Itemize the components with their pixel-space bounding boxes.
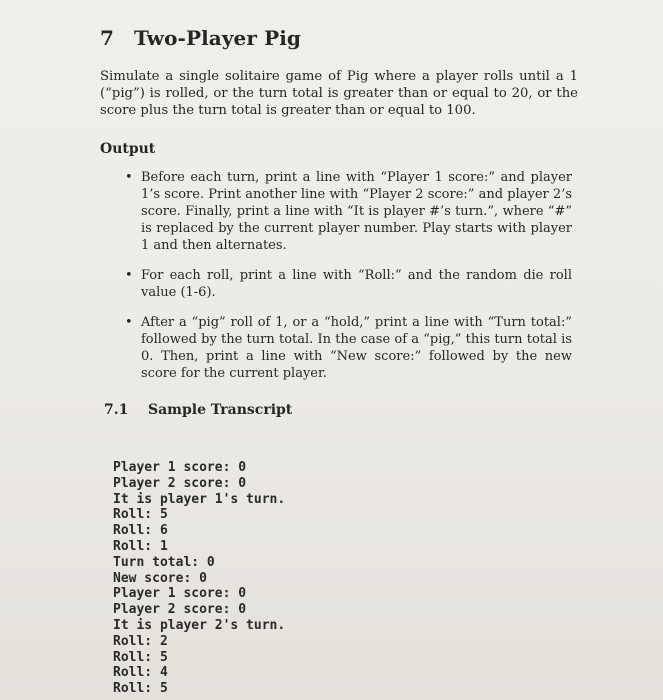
transcript-line: It is player 1's turn. [113,491,286,507]
output-heading: Output [100,141,156,157]
subsection-heading [104,402,292,418]
transcript-line: Roll: 6 [113,523,168,539]
bullet-text: After a “pig” roll of 1, or a “hold,” print a line with “Turn total:” followed by the turn total. In the case of a “pig,” this turn total is 0. Then, print a line with “New score:” followed by the new score for the current player. [141,315,572,381]
section-heading [100,26,301,50]
transcript-line: Player 2 score: 0 [113,602,247,618]
transcript-line: Player 1 score: 0 [113,586,247,602]
bullet-icon: • [125,268,133,283]
bullet-item [124,267,572,301]
transcript-line: Player 1 score: 0 [113,460,247,475]
transcript-line: New score: 0 [113,570,207,586]
bullet-item [124,169,572,254]
bullet-item [124,314,572,382]
transcript-line: Roll: 5 [113,649,168,665]
section-title: Two-Player Pig [134,26,302,50]
transcript-line: Roll: 1 [113,538,168,554]
transcript-line: Player 2 score: 0 [113,475,247,491]
sample-transcript [113,460,285,697]
transcript-line: It is player 2's turn. [113,617,286,633]
bullet-text: Before each turn, print a line with “Player 1 score:” and player 1’s score. Print another line with “Player 2 score:” and player 2’s score. Finally, print a line with “It is player #’s turn.”, where “#” is replaced by the current player number. Play starts with player 1 and then alternates. [141,170,572,253]
transcript-line: Roll: 4 [113,665,168,681]
output-bullet-list [124,169,572,395]
subsection-title: Sample Transcript [148,402,293,418]
transcript-line: Roll: 2 [113,633,168,649]
transcript-line: Turn total: 0 [113,554,215,570]
section-number: 7 [100,26,115,50]
bullet-icon: • [125,170,133,185]
transcript-line: Roll: 5 [113,681,168,697]
transcript-line: Roll: 5 [113,507,168,523]
intro-paragraph: Simulate a single solitaire game of Pig where a player rolls until a 1 (“pig”) is rolled, or the turn total is greater than or equal to 20, or the score plus the turn total is greater than or equal to 100. [100,69,578,118]
subsection-number: 7.1 [104,402,129,418]
bullet-text: For each roll, print a line with “Roll:” and the random die roll value (1-6). [141,268,572,300]
bullet-icon: • [125,315,133,330]
